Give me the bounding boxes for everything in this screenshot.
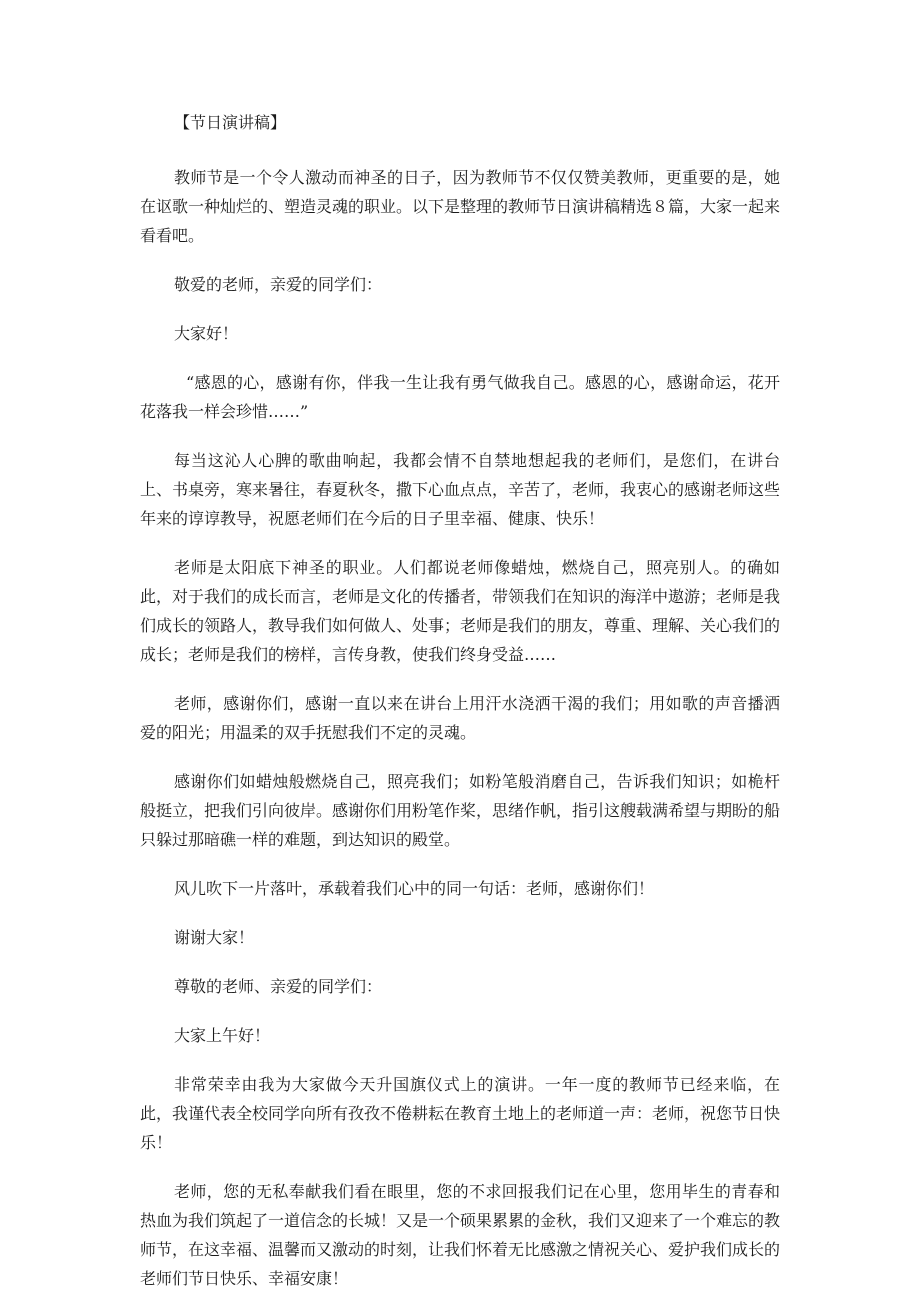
body-paragraph: 老师，感谢你们，感谢一直以来在讲台上用汗水浇洒干渴的我们；用如歌的声音播洒爱的阳光；用温柔的双手抚慰我们不定的灵魂。 — [140, 694, 780, 742]
body-paragraph: 感谢你们如蜡烛般燃烧自己，照亮我们；如粉笔般消磨自己，告诉我们知识；如桅杆般挺立，把我们引向彼岸。感谢你们用粉笔作桨，思绪作帆，指引这艘载满希望与期盼的船只躲过那暗礁一样的难题，到达知识的殿堂。 — [140, 772, 781, 849]
closing-thanks: 谢谢大家！ — [174, 928, 255, 947]
body-paragraph: 每当这沁人心脾的歌曲响起，我都会情不自禁地想起我的老师们，是您们，在讲台上、书桌旁，寒来暑往，春夏秋冬，撒下心血点点，辛苦了，老师，我衷心的感谢老师这些年来的谆谆教导，祝愿老师们在今后的日子里幸福、健康、快乐！ — [140, 451, 781, 528]
document-title: 【节日演讲稿】 — [174, 113, 287, 132]
body-paragraph: 风儿吹下一片落叶，承载着我们心中的同一句话：老师，感谢你们！ — [174, 879, 655, 898]
intro-paragraph: 教师节是一个令人激动而神圣的日子，因为教师节不仅仅赞美教师，更重要的是，她在讴歌一种灿烂的、塑造灵魂的职业。以下是整理的教师节日演讲稿精选８篇，大家一起来看看吧。 — [140, 168, 781, 245]
body-paragraph: 非常荣幸由我为大家做今天升国旗仪式上的演讲。一年一度的教师节已经来临，在此，我谨代表全校同学向所有孜孜不倦耕耘在教育土地上的老师道一声：老师，祝您节日快乐！ — [140, 1075, 781, 1152]
song-quote: “感恩的心，感谢有你，伴我一生让我有勇气做我自己。感恩的心，感谢命运，花开花落我一样会珍惜……” — [140, 373, 780, 421]
greeting-1: 大家好！ — [174, 324, 239, 343]
salutation-1: 敬爱的老师，亲爱的同学们： — [174, 275, 383, 294]
greeting-2: 大家上午好！ — [174, 1026, 271, 1045]
body-paragraph: 老师，您的无私奉献我们看在眼里，您的不求回报我们记在心里，您用毕生的青春和热血为我们筑起了一道信念的长城！又是一个硕果累累的金秋，我们又迎来了一个难忘的教师节，在这幸福、温馨而又激动的时刻，让我们怀着无比感激之情祝关心、爱护我们成长的老师们节日快乐、幸福安康！ — [140, 1182, 781, 1288]
body-paragraph: 老师是太阳底下神圣的职业。人们都说老师像蜡烛，燃烧自己，照亮别人。的确如此，对于我们的成长而言，老师是文化的传播者，带领我们在知识的海洋中遨游；老师是我们成长的领路人，教导我们如何做人、处事；老师是我们的朋友，尊重、理解、关心我们的成长；老师是我们的榜样，言传身教，使我们终身受益…… — [140, 558, 781, 664]
salutation-2: 尊敬的老师、亲爱的同学们： — [174, 977, 383, 996]
document-body — [140, 108, 780, 1313]
